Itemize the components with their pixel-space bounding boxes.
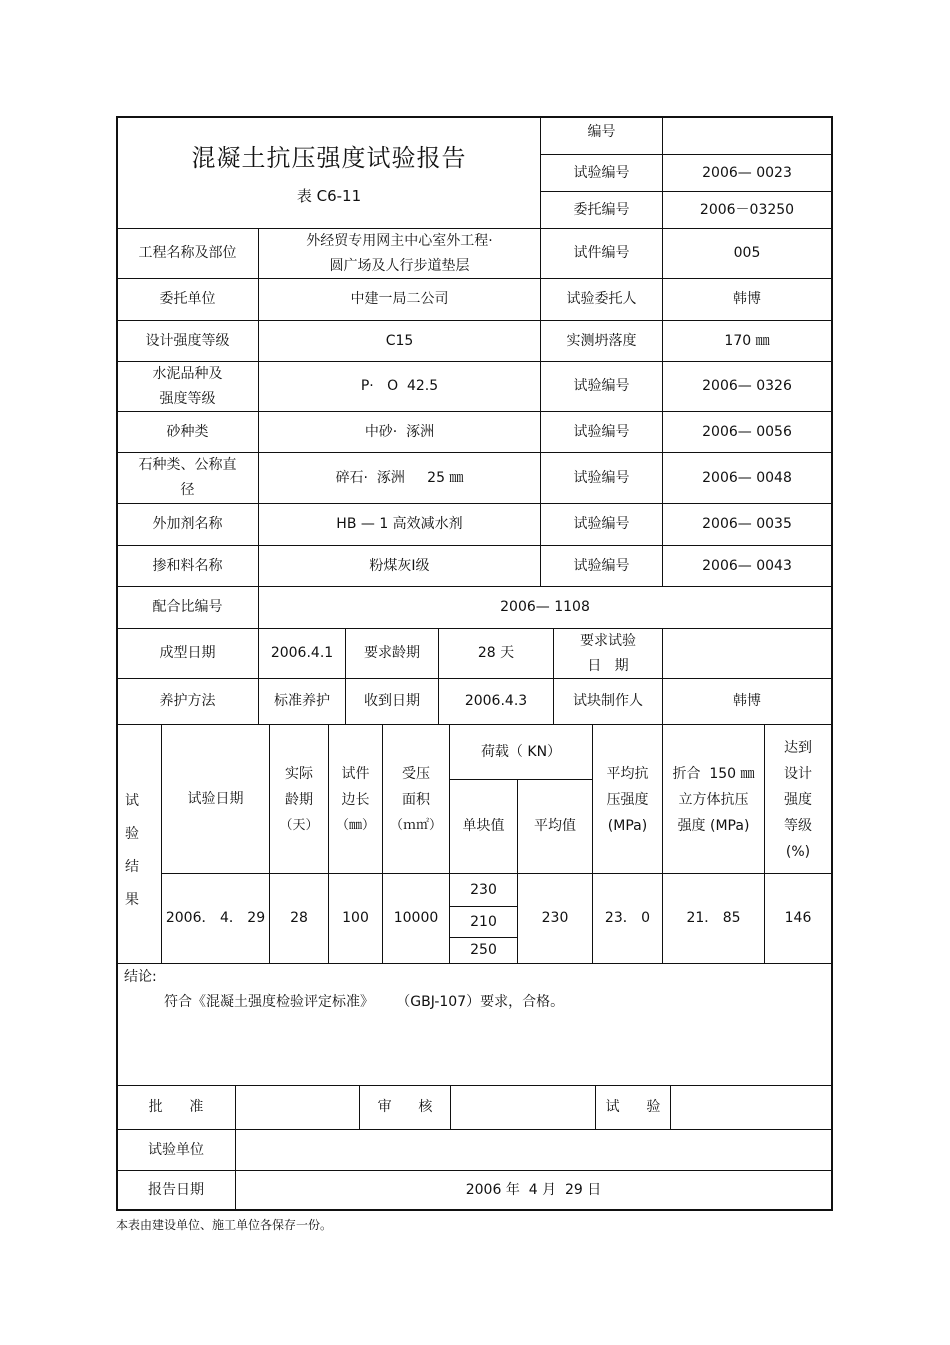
results-char: 结 (125, 859, 139, 875)
project-label: 工程名称及部位 (138, 245, 237, 261)
report-date-label: 报告日期 (148, 1181, 204, 1198)
col-design-grade-line: 设计 (784, 766, 812, 782)
grid-line (450, 1085, 451, 1129)
cement-test-label: 试验编号 (573, 378, 630, 394)
form-code: 表 C6-11 (296, 186, 362, 205)
col-average-strength (593, 760, 662, 840)
col-converted-strength (663, 760, 764, 840)
result-test-date: 2006． 4． 29 (165, 910, 266, 926)
client-person-value: 韩博 (733, 291, 761, 307)
col-design-grade-line: 等级 (784, 818, 812, 834)
sand-label: 砂种类 (166, 423, 209, 440)
col-side-length-line: 边长 (341, 792, 370, 808)
forming-date-value: 2006.4.1 (270, 645, 334, 661)
addition-value: 粉煤灰Ⅰ级 (369, 557, 430, 574)
result-age: 28 (290, 910, 308, 926)
border-bottom (116, 1209, 833, 1211)
client-label: 委托单位 (159, 291, 216, 307)
col-design-grade-percent (765, 733, 831, 867)
lab-label: 试验单位 (148, 1141, 204, 1158)
cement-label (117, 362, 258, 411)
col-converted-strength-line: 立方体抗压 (678, 792, 749, 808)
serial-value (663, 117, 831, 154)
footnote: 本表由建设单位、施工单位各保存一份。 (116, 1217, 333, 1232)
results-char: 试 (125, 793, 139, 809)
addition-label: 掺和料名称 (152, 557, 223, 574)
sand-test-label: 试验编号 (573, 423, 630, 440)
col-converted-strength-line: 折合 150 ㎜ (672, 766, 755, 782)
stone-label-line2: 径 (180, 482, 195, 498)
col-actual-age-line: （天） (279, 818, 319, 833)
received-date-label: 收到日期 (364, 693, 420, 709)
addition-test-label: 试验编号 (573, 557, 630, 574)
required-age-value: 28 天 (477, 645, 515, 661)
col-design-grade-line: 强度 (784, 792, 812, 808)
stone-test-label: 试验编号 (573, 469, 630, 486)
slump-value: 170 ㎜ (724, 332, 770, 349)
commission-no-label: 委托编号 (573, 201, 630, 218)
col-side-length (329, 760, 382, 840)
stone-value: 碎石· 涿洲 25 ㎜ (335, 469, 464, 486)
required-test-date-line2: 日 期 (587, 657, 629, 674)
result-converted-strength: 21． 85 (686, 910, 741, 926)
result-area: 10000 (393, 910, 439, 926)
result-single-value: 250 (470, 942, 497, 958)
serial-label: 编号 (587, 123, 616, 140)
conclusion-label: 结论: (124, 968, 157, 985)
specimen-maker-value: 韩博 (733, 693, 761, 709)
test-no-value: 2006— 0023 (702, 164, 792, 181)
sand-test-value: 2006— 0056 (702, 423, 792, 440)
border-right (831, 116, 833, 1211)
client-value: 中建一局二公司 (350, 291, 449, 307)
admixture-test-label: 试验编号 (573, 516, 630, 532)
result-average-strength: 23． 0 (604, 910, 651, 926)
tester-label: 试 验 (605, 1099, 661, 1115)
col-area-line: （ｍ㎡） (389, 818, 442, 833)
mix-label: 配合比编号 (152, 599, 223, 615)
approve-label: 批 准 (148, 1099, 204, 1115)
test-no-label: 试验编号 (573, 164, 630, 181)
result-average: 230 (541, 910, 569, 926)
required-age-label: 要求龄期 (364, 645, 420, 661)
required-test-date-value (663, 629, 831, 678)
col-actual-age (270, 760, 328, 840)
result-single-value: 210 (470, 913, 497, 930)
design-grade-label: 设计强度等级 (145, 332, 230, 349)
review-label: 审 核 (377, 1099, 433, 1115)
col-side-length-line: （㎜） (335, 818, 375, 833)
curing-label: 养护方法 (159, 693, 216, 709)
admixture-value: HB — 1 高效减水剂 (336, 516, 463, 532)
col-design-grade-line: (%) (785, 844, 811, 860)
admixture-label: 外加剂名称 (152, 516, 223, 532)
stone-label (117, 453, 258, 503)
col-side-length-line: 试件 (341, 766, 370, 782)
project-value-line1: 外经贸专用网主中心室外工程· (306, 232, 493, 249)
stone-test-value: 2006— 0048 (702, 469, 792, 486)
col-design-grade-line: 达到 (784, 740, 812, 756)
specimen-maker-label: 试块制作人 (573, 693, 643, 709)
addition-test-value: 2006— 0043 (702, 557, 792, 574)
design-grade-value: C15 (385, 332, 414, 349)
col-area-line: 受压 (402, 766, 430, 782)
specimen-no-value: 005 (733, 245, 761, 261)
commission-no-value: 2006－03250 (699, 201, 795, 218)
col-test-date: 试验日期 (187, 790, 244, 807)
col-actual-age-line: 龄期 (285, 792, 313, 808)
sand-value: 中砂· 涿洲 (364, 423, 435, 440)
forming-date-label: 成型日期 (159, 645, 216, 661)
cement-test-value: 2006— 0326 (702, 378, 792, 394)
lab-value (236, 1130, 831, 1170)
project-value-line2: 圆广场及人行步道垫层 (329, 257, 470, 274)
result-single-value: 230 (470, 881, 497, 898)
admixture-test-value: 2006— 0035 (702, 516, 792, 532)
curing-value: 标准养护 (274, 693, 330, 709)
col-average-strength-line: 压强度 (606, 792, 649, 808)
col-average-value: 平均值 (534, 818, 576, 834)
col-converted-strength-line: 强度 (MPa) (677, 818, 750, 834)
report-date-value: 2006 年 4 月 29 日 (465, 1181, 602, 1198)
cement-label-line2: 强度等级 (159, 390, 216, 407)
col-load: 荷载（ KN） (480, 743, 562, 760)
client-person-label: 试验委托人 (566, 291, 637, 307)
project-value (259, 229, 540, 278)
col-actual-age-line: 实际 (285, 766, 313, 782)
results-char: 验 (125, 826, 139, 842)
result-design-grade-percent: 146 (784, 910, 812, 926)
results-section-label (117, 784, 147, 918)
stone-label-line1: 石种类、公称直 (138, 457, 237, 473)
col-area-line: 面积 (402, 792, 430, 808)
col-area (383, 760, 449, 840)
slump-label: 实测坍落度 (566, 332, 637, 349)
conclusion-text: 符合《混凝土强度检验评定标准》 （GBJ-107）要求，合格。 (164, 993, 565, 1010)
result-side: 100 (342, 910, 369, 926)
mix-value: 2006— 1108 (500, 599, 590, 615)
grid-line (116, 963, 832, 964)
col-single-value: 单块值 (462, 818, 505, 834)
report-title: 混凝土抗压强度试验报告 (191, 143, 467, 172)
grid-line (670, 1085, 671, 1129)
received-date-value: 2006.4.3 (464, 693, 528, 709)
required-test-date-line1: 要求试验 (580, 632, 636, 649)
col-average-strength-line: 平均抗 (606, 766, 649, 782)
specimen-no-label: 试件编号 (573, 245, 630, 261)
cement-value: P· O 42.5 (360, 378, 439, 394)
results-char: 果 (125, 892, 139, 908)
col-average-strength-line: (MPa) (607, 818, 648, 834)
cement-label-line1: 水泥品种及 (152, 365, 223, 382)
required-test-date-label (554, 629, 662, 678)
